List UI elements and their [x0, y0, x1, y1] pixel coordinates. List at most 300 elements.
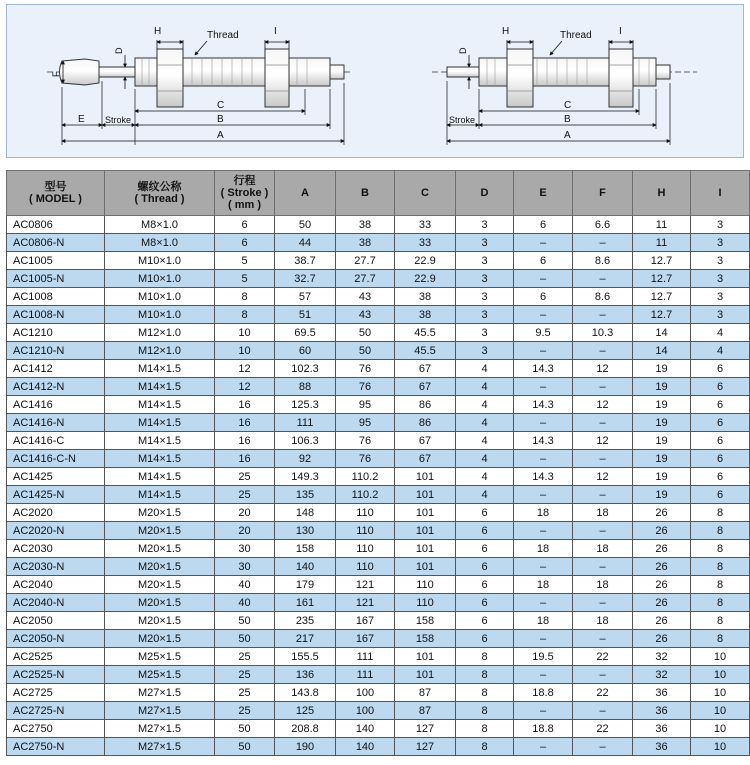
- table-row: [7, 378, 750, 396]
- table-cell: 4: [456, 450, 514, 468]
- table-cell: 36: [633, 720, 691, 738]
- table-cell: 18: [573, 504, 633, 522]
- table-cell: 158: [395, 612, 456, 630]
- table-cell: 6: [691, 378, 750, 396]
- table-row: [7, 540, 750, 558]
- table-cell: 25: [215, 486, 275, 504]
- table-row: [7, 396, 750, 414]
- table-cell: 3: [456, 252, 514, 270]
- table-row: [7, 414, 750, 432]
- table-cell: 18.8: [514, 720, 573, 738]
- table-cell: M27×1.5: [105, 702, 215, 720]
- table-cell: 10: [691, 684, 750, 702]
- table-cell: 16: [215, 396, 275, 414]
- table-cell: M10×1.0: [105, 288, 215, 306]
- table-cell: M14×1.5: [105, 468, 215, 486]
- model-cell: AC2750: [7, 720, 105, 738]
- table-cell: 3: [456, 342, 514, 360]
- model-cell: AC1005: [7, 252, 105, 270]
- table-cell: 22: [573, 720, 633, 738]
- table-cell: 110: [336, 522, 395, 540]
- table-cell: 14.3: [514, 432, 573, 450]
- table-cell: 4: [691, 342, 750, 360]
- table-cell: 110: [336, 558, 395, 576]
- table-row: [7, 702, 750, 720]
- table-cell: 44: [275, 234, 336, 252]
- table-cell: 4: [456, 486, 514, 504]
- table-cell: 22: [573, 684, 633, 702]
- model-cell: AC2725: [7, 684, 105, 702]
- label-thread: Thread: [207, 30, 239, 41]
- table-cell: 18: [573, 612, 633, 630]
- model-cell: AC2030-N: [7, 558, 105, 576]
- label-d-right: D: [458, 47, 468, 54]
- table-cell: 8: [456, 738, 514, 756]
- model-cell: AC1210: [7, 324, 105, 342]
- table-cell: M20×1.5: [105, 594, 215, 612]
- table-cell: 155.5: [275, 648, 336, 666]
- table-row: [7, 270, 750, 288]
- table-cell: 110: [336, 540, 395, 558]
- table-row: [7, 558, 750, 576]
- header-text: F: [599, 187, 606, 199]
- table-cell: 161: [275, 594, 336, 612]
- table-cell: 76: [336, 378, 395, 396]
- table-cell: 38.7: [275, 252, 336, 270]
- table-cell: 12: [215, 378, 275, 396]
- table-cell: 86: [395, 396, 456, 414]
- column-header: [456, 171, 514, 216]
- header-text: H: [657, 187, 666, 199]
- table-cell: 18: [573, 576, 633, 594]
- table-cell: 38: [395, 288, 456, 306]
- table-cell: 22.9: [395, 270, 456, 288]
- table-cell: –: [573, 270, 633, 288]
- table-cell: 88: [275, 378, 336, 396]
- table-cell: 38: [336, 216, 395, 234]
- table-cell: 76: [336, 432, 395, 450]
- table-cell: 5: [215, 252, 275, 270]
- table-cell: 19: [633, 450, 691, 468]
- table-row: [7, 522, 750, 540]
- table-cell: 3: [456, 270, 514, 288]
- table-cell: 235: [275, 612, 336, 630]
- table-cell: M27×1.5: [105, 720, 215, 738]
- table-cell: 6: [514, 252, 573, 270]
- table-cell: –: [573, 702, 633, 720]
- table-cell: 60: [275, 342, 336, 360]
- table-cell: –: [514, 702, 573, 720]
- table-cell: 8: [691, 558, 750, 576]
- table-cell: 12: [573, 468, 633, 486]
- table-cell: 50: [215, 738, 275, 756]
- table-cell: 16: [215, 450, 275, 468]
- table-cell: 14: [633, 342, 691, 360]
- table-cell: 8.6: [573, 252, 633, 270]
- table-cell: 135: [275, 486, 336, 504]
- label-stroke-right: Stroke: [449, 115, 476, 125]
- table-cell: 3: [691, 234, 750, 252]
- table-cell: 16: [215, 414, 275, 432]
- label-e: E: [78, 114, 85, 125]
- table-cell: –: [573, 630, 633, 648]
- table-cell: 149.3: [275, 468, 336, 486]
- shock-absorber-drawing-no-cap: [432, 26, 697, 145]
- table-cell: 4: [456, 414, 514, 432]
- table-cell: 110.2: [336, 468, 395, 486]
- table-cell: 179: [275, 576, 336, 594]
- header-text: ( Thread ): [134, 193, 185, 205]
- table-cell: –: [514, 450, 573, 468]
- dimension-diagram-panel: [6, 4, 744, 158]
- table-cell: 8: [456, 720, 514, 738]
- table-cell: 19: [633, 486, 691, 504]
- table-cell: 26: [633, 504, 691, 522]
- table-cell: 12: [573, 396, 633, 414]
- table-cell: 110: [395, 576, 456, 594]
- header-text: ( MODEL ): [29, 193, 82, 205]
- table-cell: M10×1.0: [105, 306, 215, 324]
- table-row: [7, 234, 750, 252]
- table-cell: 6: [691, 396, 750, 414]
- header-text: 螺纹公称: [137, 181, 182, 193]
- table-cell: 12.7: [633, 270, 691, 288]
- table-cell: 26: [633, 576, 691, 594]
- table-cell: 95: [336, 396, 395, 414]
- table-cell: 4: [456, 432, 514, 450]
- specification-table: [6, 170, 750, 756]
- table-cell: 69.5: [275, 324, 336, 342]
- table-cell: 4: [456, 468, 514, 486]
- table-cell: 27.7: [336, 270, 395, 288]
- table-cell: 50: [215, 612, 275, 630]
- column-header: [395, 171, 456, 216]
- table-row: [7, 342, 750, 360]
- table-cell: –: [573, 378, 633, 396]
- table-cell: 167: [336, 612, 395, 630]
- table-cell: 10: [691, 720, 750, 738]
- table-cell: 8: [691, 594, 750, 612]
- table-cell: 19: [633, 468, 691, 486]
- header-text: 行程: [233, 175, 256, 187]
- table-cell: 4: [456, 378, 514, 396]
- table-row: [7, 306, 750, 324]
- table-cell: 127: [395, 720, 456, 738]
- table-cell: 6: [691, 414, 750, 432]
- table-cell: 3: [691, 270, 750, 288]
- table-cell: 10: [691, 702, 750, 720]
- table-cell: 14.3: [514, 396, 573, 414]
- model-cell: AC1412-N: [7, 378, 105, 396]
- model-cell: AC1008: [7, 288, 105, 306]
- table-cell: 140: [275, 558, 336, 576]
- table-cell: 50: [336, 342, 395, 360]
- model-cell: AC2040-N: [7, 594, 105, 612]
- table-cell: 101: [395, 468, 456, 486]
- table-cell: 3: [456, 324, 514, 342]
- table-cell: 127: [395, 738, 456, 756]
- table-cell: 136: [275, 666, 336, 684]
- table-cell: 32: [633, 666, 691, 684]
- header-text: ( Stroke ): [220, 187, 269, 199]
- table-cell: 3: [691, 288, 750, 306]
- table-cell: –: [514, 666, 573, 684]
- header-text: E: [539, 187, 547, 199]
- table-cell: 217: [275, 630, 336, 648]
- table-row: [7, 324, 750, 342]
- table-cell: –: [514, 270, 573, 288]
- table-cell: M20×1.5: [105, 504, 215, 522]
- table-cell: –: [514, 738, 573, 756]
- table-cell: M20×1.5: [105, 630, 215, 648]
- table-cell: 38: [395, 306, 456, 324]
- table-cell: 101: [395, 504, 456, 522]
- table-cell: 92: [275, 450, 336, 468]
- label-thread-right: Thread: [560, 30, 592, 41]
- table-cell: 11: [633, 234, 691, 252]
- label-f: F: [51, 71, 61, 77]
- header-text: I: [718, 187, 722, 199]
- table-cell: M27×1.5: [105, 684, 215, 702]
- table-cell: 111: [336, 648, 395, 666]
- table-cell: M27×1.5: [105, 738, 215, 756]
- table-cell: M8×1.0: [105, 216, 215, 234]
- table-cell: 8: [691, 540, 750, 558]
- table-cell: 4: [456, 396, 514, 414]
- label-a-right: A: [564, 130, 571, 141]
- table-row: [7, 216, 750, 234]
- table-cell: 33: [395, 234, 456, 252]
- column-header: [514, 171, 573, 216]
- table-cell: 18: [514, 540, 573, 558]
- table-row: [7, 630, 750, 648]
- table-header-row: [7, 171, 750, 216]
- table-cell: 110.2: [336, 486, 395, 504]
- table-cell: 27.7: [336, 252, 395, 270]
- table-cell: 50: [215, 630, 275, 648]
- table-row: [7, 684, 750, 702]
- table-cell: 6: [456, 594, 514, 612]
- table-cell: 36: [633, 738, 691, 756]
- table-cell: 26: [633, 594, 691, 612]
- column-header: [7, 171, 105, 216]
- table-row: [7, 666, 750, 684]
- table-cell: 158: [275, 540, 336, 558]
- table-cell: 130: [275, 522, 336, 540]
- table-cell: M14×1.5: [105, 378, 215, 396]
- table-cell: 6: [691, 432, 750, 450]
- table-cell: 3: [691, 216, 750, 234]
- model-cell: AC2040: [7, 576, 105, 594]
- table-cell: 3: [456, 216, 514, 234]
- table-cell: 6: [215, 234, 275, 252]
- model-cell: AC0806-N: [7, 234, 105, 252]
- table-cell: –: [514, 234, 573, 252]
- table-cell: 6: [691, 450, 750, 468]
- table-cell: 14.3: [514, 360, 573, 378]
- table-cell: 19: [633, 432, 691, 450]
- table-cell: 8: [456, 684, 514, 702]
- table-cell: 3: [691, 252, 750, 270]
- table-cell: 19.5: [514, 648, 573, 666]
- table-cell: 19: [633, 396, 691, 414]
- table-cell: 111: [275, 414, 336, 432]
- table-cell: 22.9: [395, 252, 456, 270]
- table-cell: –: [573, 738, 633, 756]
- table-cell: 50: [275, 216, 336, 234]
- table-row: [7, 612, 750, 630]
- table-cell: –: [514, 594, 573, 612]
- table-cell: 148: [275, 504, 336, 522]
- table-cell: 6: [215, 216, 275, 234]
- table-cell: –: [514, 414, 573, 432]
- table-cell: 30: [215, 540, 275, 558]
- table-cell: 25: [215, 702, 275, 720]
- table-cell: –: [573, 486, 633, 504]
- table-cell: 12: [573, 432, 633, 450]
- table-cell: 26: [633, 522, 691, 540]
- table-cell: M12×1.0: [105, 324, 215, 342]
- table-cell: 8: [691, 504, 750, 522]
- table-cell: 25: [215, 468, 275, 486]
- table-cell: 6: [456, 522, 514, 540]
- table-cell: 30: [215, 558, 275, 576]
- table-cell: 8: [456, 666, 514, 684]
- table-cell: 12: [215, 360, 275, 378]
- shock-absorber-drawing-with-cap: [47, 26, 352, 145]
- table-cell: 40: [215, 576, 275, 594]
- table-cell: 106.3: [275, 432, 336, 450]
- table-cell: 101: [395, 486, 456, 504]
- table-cell: 32: [633, 648, 691, 666]
- model-cell: AC1425-N: [7, 486, 105, 504]
- table-cell: M10×1.0: [105, 252, 215, 270]
- table-cell: 25: [215, 648, 275, 666]
- table-cell: 12.7: [633, 288, 691, 306]
- table-cell: 19: [633, 414, 691, 432]
- table-cell: 8.6: [573, 288, 633, 306]
- table-cell: 6: [691, 486, 750, 504]
- table-cell: M14×1.5: [105, 396, 215, 414]
- table-cell: 18: [514, 576, 573, 594]
- model-cell: AC2030: [7, 540, 105, 558]
- table-cell: 10: [691, 666, 750, 684]
- model-cell: AC2750-N: [7, 738, 105, 756]
- table-cell: 101: [395, 648, 456, 666]
- table-cell: 8: [456, 702, 514, 720]
- model-cell: AC1416-C: [7, 432, 105, 450]
- table-cell: 6: [691, 468, 750, 486]
- table-cell: M20×1.5: [105, 612, 215, 630]
- table-cell: 100: [336, 702, 395, 720]
- table-row: [7, 576, 750, 594]
- table-cell: 26: [633, 558, 691, 576]
- table-cell: 18: [514, 612, 573, 630]
- table-cell: 8: [215, 306, 275, 324]
- table-cell: 67: [395, 432, 456, 450]
- table-cell: 158: [395, 630, 456, 648]
- table-cell: M20×1.5: [105, 522, 215, 540]
- table-cell: –: [573, 306, 633, 324]
- table-cell: –: [514, 522, 573, 540]
- table-cell: 111: [336, 666, 395, 684]
- table-cell: 121: [336, 594, 395, 612]
- table-cell: 25: [215, 666, 275, 684]
- table-cell: –: [573, 414, 633, 432]
- table-cell: 101: [395, 522, 456, 540]
- table-cell: 9.5: [514, 324, 573, 342]
- table-cell: 143.8: [275, 684, 336, 702]
- model-cell: AC2525: [7, 648, 105, 666]
- table-cell: 19: [633, 378, 691, 396]
- table-cell: 8: [691, 612, 750, 630]
- table-row: [7, 648, 750, 666]
- table-cell: 57: [275, 288, 336, 306]
- table-cell: –: [573, 594, 633, 612]
- table-row: [7, 594, 750, 612]
- header-text: C: [421, 187, 429, 199]
- table-cell: 101: [395, 540, 456, 558]
- table-cell: 38: [336, 234, 395, 252]
- model-cell: AC1008-N: [7, 306, 105, 324]
- table-cell: 10: [215, 324, 275, 342]
- table-cell: M10×1.0: [105, 270, 215, 288]
- table-cell: 67: [395, 360, 456, 378]
- table-cell: –: [573, 666, 633, 684]
- table-cell: 26: [633, 612, 691, 630]
- table-cell: 102.3: [275, 360, 336, 378]
- table-cell: 6: [456, 576, 514, 594]
- table-cell: 6: [456, 630, 514, 648]
- label-b: B: [217, 114, 224, 125]
- table-cell: 40: [215, 594, 275, 612]
- table-cell: 95: [336, 414, 395, 432]
- model-cell: AC2525-N: [7, 666, 105, 684]
- table-cell: 6: [456, 540, 514, 558]
- table-cell: 8: [691, 522, 750, 540]
- table-cell: 140: [336, 720, 395, 738]
- table-cell: –: [514, 630, 573, 648]
- table-cell: 8: [691, 630, 750, 648]
- table-cell: 6: [514, 288, 573, 306]
- table-cell: 6: [514, 216, 573, 234]
- table-cell: 10: [691, 648, 750, 666]
- column-header: [275, 171, 336, 216]
- label-c-right: C: [564, 100, 572, 111]
- table-cell: 45.5: [395, 342, 456, 360]
- table-cell: 101: [395, 558, 456, 576]
- table-cell: 100: [336, 684, 395, 702]
- table-row: [7, 288, 750, 306]
- table-cell: –: [573, 450, 633, 468]
- table-cell: M14×1.5: [105, 432, 215, 450]
- table-cell: M20×1.5: [105, 576, 215, 594]
- header-text: D: [480, 187, 489, 199]
- table-cell: 76: [336, 450, 395, 468]
- table-row: [7, 360, 750, 378]
- column-header: [573, 171, 633, 216]
- table-cell: –: [514, 306, 573, 324]
- table-cell: 67: [395, 450, 456, 468]
- table-cell: 33: [395, 216, 456, 234]
- table-cell: 19: [633, 360, 691, 378]
- table-cell: M14×1.5: [105, 414, 215, 432]
- table-cell: 76: [336, 360, 395, 378]
- table-row: [7, 252, 750, 270]
- model-cell: AC1005-N: [7, 270, 105, 288]
- model-cell: AC1416: [7, 396, 105, 414]
- table-cell: M14×1.5: [105, 450, 215, 468]
